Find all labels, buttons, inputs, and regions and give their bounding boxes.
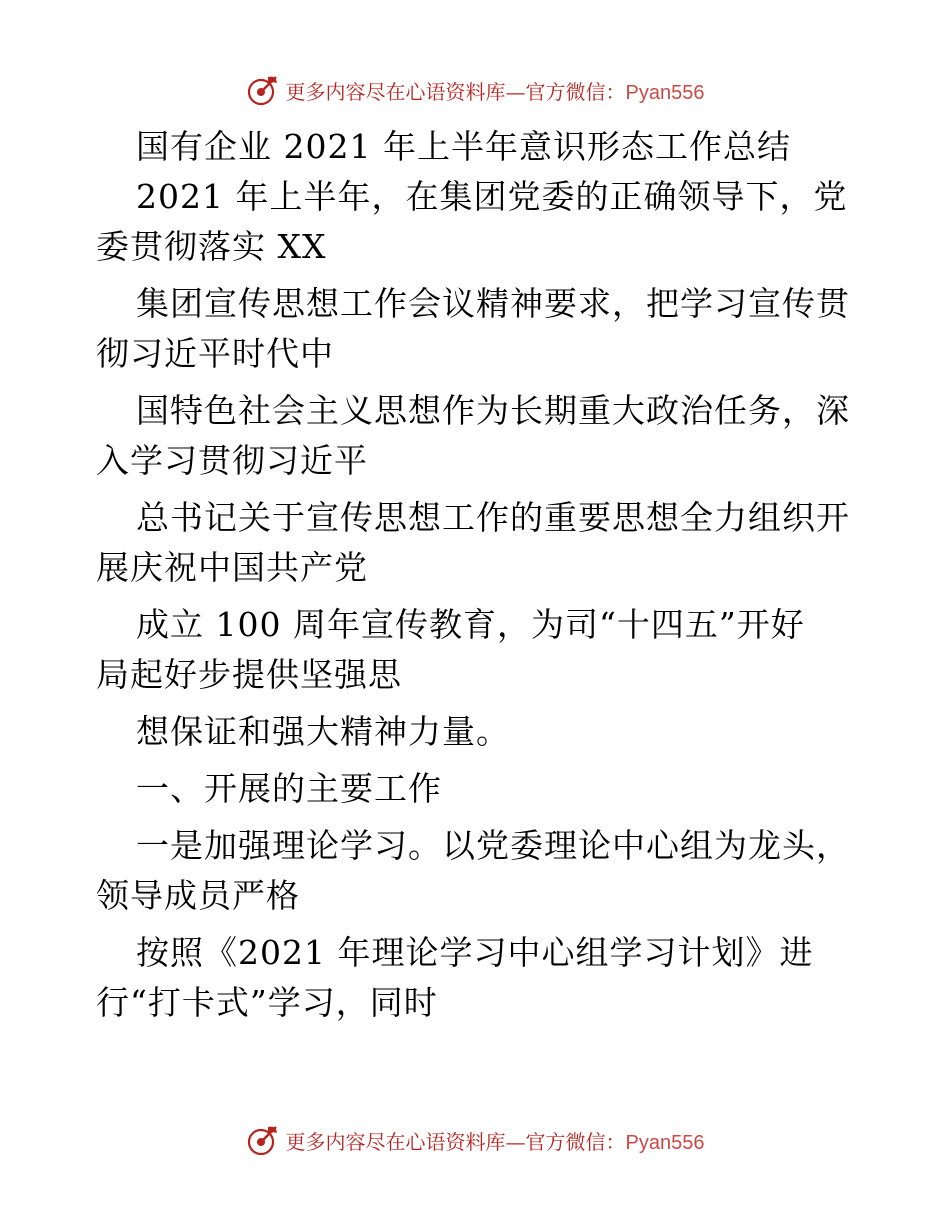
paragraph-line: 彻习近平时代中 xyxy=(96,334,334,373)
document-title: 国有企业 2021 年上半年意识形态工作总结 xyxy=(136,127,791,166)
banner-prefix: 更多内容尽在心语资料库 xyxy=(285,79,506,104)
paragraph-line: 集团宣传思想工作会议精神要求，把学习宣传贯 xyxy=(136,284,850,323)
banner-inner xyxy=(246,1123,705,1157)
quill-pen-logo-icon xyxy=(246,73,280,107)
banner-text xyxy=(286,76,705,105)
footer-watermark-banner xyxy=(0,1120,950,1160)
banner-wechat-label: 官方微信： xyxy=(525,1129,626,1154)
document-body xyxy=(96,122,856,1028)
header-watermark-banner xyxy=(0,70,950,110)
paragraph-line: 想保证和强大精神力量。 xyxy=(136,712,510,751)
banner-wechat-id: Pyan556 xyxy=(625,1131,705,1154)
quill-pen-logo-icon xyxy=(246,1123,280,1157)
paragraph-line: 行“打卡式”学习，同时 xyxy=(96,983,438,1022)
paragraph-line: 入学习贯彻习近平 xyxy=(96,441,368,480)
banner-wechat-label: 官方微信： xyxy=(525,79,626,104)
paragraph-line: 展庆祝中国共产党 xyxy=(96,548,368,587)
banner-dash: — xyxy=(505,1129,526,1154)
paragraph-line: 2021 年上半年，在集团党委的正确领导下，党 xyxy=(136,177,848,216)
paragraph-line: 局起好步提供坚强思 xyxy=(96,655,402,694)
paragraph-line: 委贯彻落实 XX xyxy=(96,227,327,266)
banner-dash: — xyxy=(505,79,526,104)
banner-wechat-id: Pyan556 xyxy=(625,81,705,104)
paragraph-line: 一是加强理论学习。以党委理论中心组为龙头， xyxy=(136,826,850,865)
paragraph-line: 领导成员严格 xyxy=(96,876,300,915)
banner-inner xyxy=(246,73,705,107)
banner-text xyxy=(286,1126,705,1155)
section-heading: 一、开展的主要工作 xyxy=(136,769,442,808)
banner-prefix: 更多内容尽在心语资料库 xyxy=(285,1129,506,1154)
paragraph-line: 按照《2021 年理论学习中心组学习计划》进 xyxy=(136,933,814,972)
paragraph-line: 总书记关于宣传思想工作的重要思想全力组织开 xyxy=(136,498,850,537)
paragraph-line: 成立 100 周年宣传教育，为司“十四五”开好 xyxy=(136,605,805,644)
paragraph-line: 国特色社会主义思想作为长期重大政治任务，深 xyxy=(136,391,850,430)
